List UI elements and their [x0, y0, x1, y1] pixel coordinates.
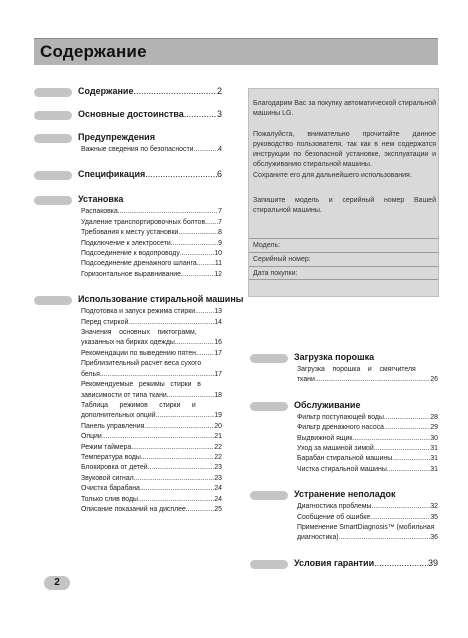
toc-entry-text: Чистка стиральной машины: [297, 465, 387, 473]
toc-entry[interactable]: [81, 349, 222, 359]
toc-section-title[interactable]: [294, 352, 438, 363]
toc-entry-text: Горизонтальное выравнивание: [81, 270, 181, 278]
section-marker-icon: [250, 354, 288, 363]
toc-entry[interactable]: [297, 454, 438, 464]
toc-entry-text: Диагностика проблемы: [297, 503, 372, 511]
toc-entry-page: 30: [430, 434, 438, 442]
toc-section-title[interactable]: [78, 294, 244, 305]
toc-entry-text: Барабан стиральной машины: [297, 455, 393, 463]
section-title-text: Обслуживание: [294, 399, 361, 410]
toc-entry-page: 17: [214, 370, 222, 378]
toc-section-title[interactable]: [294, 558, 438, 569]
toc-entry[interactable]: [297, 413, 438, 423]
leader-dots: [205, 218, 218, 228]
notice-intro: [253, 99, 436, 181]
toc-section-title[interactable]: [78, 132, 222, 143]
notice-box: [248, 88, 439, 297]
toc-entry-text: зависимости от типа ткани: [81, 391, 167, 399]
page-number: 2: [44, 576, 70, 590]
leader-dots: [131, 443, 214, 453]
leader-dots: [184, 109, 217, 120]
toc-right-column: [250, 352, 438, 569]
leader-dots: [371, 502, 430, 512]
toc-left-column: [34, 86, 244, 515]
leader-dots: [193, 145, 218, 155]
leader-dots: [370, 513, 430, 523]
leader-dots: [100, 370, 215, 380]
section-title-text: Установка: [78, 194, 124, 205]
section-title-text: Загрузка порошка: [294, 352, 375, 362]
toc-entry[interactable]: [81, 145, 222, 155]
toc-entry[interactable]: [81, 318, 222, 328]
toc-entry-page: 36: [430, 534, 438, 542]
leader-dots: [175, 338, 214, 348]
toc-entry[interactable]: [297, 434, 438, 444]
leader-dots: [148, 463, 215, 473]
leader-dots: [339, 533, 431, 543]
serial-field: Серийный номер:: [249, 252, 438, 266]
toc-section: [250, 400, 438, 475]
leader-dots: [352, 434, 430, 444]
toc-entry-page: 35: [430, 513, 438, 521]
toc-entry-text: указанных на бирках одежды: [81, 339, 175, 347]
notice-fields: [249, 238, 438, 280]
toc-entry-text: Только слив воды: [81, 495, 138, 503]
leader-dots: [181, 270, 214, 280]
leader-dots: [384, 413, 430, 423]
section-title-text: Предупреждения: [78, 132, 155, 142]
toc-entry-page: 9: [218, 239, 222, 247]
toc-section: [34, 294, 244, 515]
leader-dots: [138, 495, 214, 505]
toc-entry-text: Важные сведения по безопасности: [81, 146, 194, 153]
toc-entry-text: Режим таймера: [81, 443, 132, 451]
section-title-text: Условия гарантии: [294, 557, 375, 568]
toc-entry[interactable]: [297, 465, 438, 475]
toc-section: [34, 86, 222, 97]
leader-dots: [133, 86, 217, 97]
toc-entry-page: 28: [430, 413, 438, 421]
leader-dots: [140, 484, 214, 494]
toc-entry-text: Фильтр поступающей воды: [297, 413, 384, 421]
leader-dots: [118, 207, 218, 217]
toc-entry-page: 8: [218, 229, 222, 237]
toc-entry[interactable]: [81, 484, 222, 494]
toc-entry-page: 16: [214, 339, 222, 347]
toc-entry[interactable]: [81, 391, 222, 401]
toc-entry[interactable]: [81, 474, 222, 484]
toc-entry[interactable]: [81, 307, 222, 317]
toc-entry[interactable]: [297, 502, 438, 512]
purchase-date-field: Дата покупки:: [249, 266, 438, 280]
toc-entry-text: Описание показаний на дисплее: [81, 505, 186, 513]
toc-entry[interactable]: [81, 463, 222, 473]
toc-entry-text: Распаковка: [81, 208, 118, 216]
leader-dots: [197, 259, 215, 269]
toc-entry[interactable]: [81, 443, 222, 453]
section-marker-icon: [250, 491, 288, 500]
toc-entry-page: 23: [214, 464, 222, 472]
section-marker-icon: [34, 296, 72, 305]
toc-section-title[interactable]: [78, 169, 222, 180]
leader-dots: [145, 169, 217, 180]
toc-entry-text: белья: [81, 370, 100, 378]
toc-entry-page: 7: [218, 218, 222, 226]
leader-dots: [167, 391, 215, 401]
toc-entry-text: ткани: [297, 376, 315, 384]
leader-dots: [374, 558, 428, 569]
leader-dots: [195, 307, 214, 317]
toc-entry-text: Рекомендуемые режимы стирки в: [81, 381, 201, 389]
toc-entry-text: дополнительных опций: [81, 412, 156, 420]
section-title-text: Использование стиральной машины: [78, 294, 244, 305]
toc-entry-page: 12: [214, 270, 222, 278]
toc-entry-page: 26: [430, 376, 438, 384]
toc-entry-text: Приблизительный расчет веса сухого: [81, 360, 202, 368]
section-marker-icon: [250, 402, 288, 411]
toc-section: [250, 558, 438, 569]
toc-section: [34, 132, 222, 155]
leader-dots: [156, 411, 215, 421]
header-bar: [34, 38, 438, 65]
toc-entry-text: Загрузка порошка и смягчителя: [297, 366, 416, 373]
leader-dots: [392, 454, 430, 464]
toc-entry-text: Очистка барабана: [81, 485, 140, 493]
toc-entry[interactable]: [297, 375, 438, 385]
toc-entry-text: Панель управления: [81, 422, 145, 430]
toc-section: [250, 489, 438, 544]
section-marker-icon: [34, 88, 72, 97]
toc-entry-page: 29: [430, 424, 438, 432]
toc-entry-text: Удаление транспортировочных болтов: [81, 218, 206, 226]
section-title-text: Содержание: [78, 86, 134, 96]
toc-entry[interactable]: [297, 423, 438, 433]
toc-entry-text: Сообщение об ошибке: [297, 513, 371, 521]
toc-entry[interactable]: [297, 513, 438, 523]
toc-entry-page: 19: [214, 412, 222, 420]
leader-dots: [186, 505, 215, 515]
toc-entry[interactable]: [81, 270, 222, 280]
toc-entry[interactable]: [81, 338, 222, 348]
leader-dots: [134, 474, 215, 484]
toc-entry-page: 32: [430, 503, 438, 511]
leader-dots: [374, 444, 431, 454]
toc-section-title[interactable]: [78, 194, 222, 205]
toc-entry[interactable]: [81, 411, 222, 421]
toc-entry[interactable]: [81, 249, 222, 259]
notice-record-serial: Запишите модель и серийный номер Вашей стиральной машины.: [253, 197, 436, 215]
leader-dots: [196, 349, 214, 359]
toc-entry[interactable]: [81, 401, 222, 411]
toc-entry[interactable]: [81, 259, 222, 269]
leader-dots: [128, 318, 214, 328]
toc-entry-page: 24: [214, 495, 222, 503]
leader-dots: [387, 465, 431, 475]
toc-entry-page: 11: [214, 260, 222, 268]
section-page-number: 6: [216, 169, 222, 180]
toc-entry-page: 31: [430, 465, 438, 473]
toc-entry[interactable]: [81, 380, 222, 390]
toc-entry-text: Блокировка от детей: [81, 464, 148, 472]
toc-entry[interactable]: [81, 453, 222, 463]
toc-entry-text: Перед стиркой: [81, 318, 129, 326]
page-title: Содержание: [40, 42, 147, 61]
toc-entry[interactable]: [297, 523, 438, 533]
toc-section-title[interactable]: [294, 400, 438, 411]
section-page-number: 3: [216, 109, 222, 119]
toc-entry[interactable]: [81, 328, 222, 338]
toc-section-title[interactable]: [78, 109, 222, 120]
toc-entry[interactable]: [81, 239, 222, 249]
toc-entry-text: Подсоединение к водопроводу: [81, 250, 180, 258]
leader-dots: [171, 239, 218, 249]
section-marker-icon: [34, 134, 72, 143]
toc-entry-page: 14: [214, 318, 222, 326]
leader-dots: [180, 249, 215, 259]
section-marker-icon: [34, 196, 72, 205]
toc-entry-text: Применение SmartDiagnosis™ (мобильная: [297, 524, 435, 532]
toc-entry-page: 22: [214, 443, 222, 451]
toc-entry-text: Рекомендации по выведению пятен: [81, 349, 196, 357]
toc-entry[interactable]: [81, 359, 222, 369]
toc-section: [250, 352, 438, 386]
section-marker-icon: [34, 111, 72, 120]
toc-entry-text: Фильтр дренажного насоса: [297, 424, 385, 432]
leader-dots: [384, 423, 430, 433]
toc-entry-text: Опции: [81, 433, 102, 441]
toc-entry[interactable]: [297, 533, 438, 543]
toc-entry-page: 31: [430, 455, 438, 463]
toc-section: [34, 169, 222, 180]
toc-section: [34, 109, 222, 120]
notice-thanks: Благодарим Вас за покупку автоматической стиральной машины LG.: [253, 100, 436, 118]
model-field: Модель:: [249, 238, 438, 252]
toc-entry-page: 4: [218, 146, 222, 153]
leader-dots: [141, 453, 214, 463]
toc-entry[interactable]: [81, 422, 222, 432]
section-marker-icon: [250, 560, 288, 569]
notice-keep-manual: Сохраните его для дальнейшего использования.: [253, 171, 412, 179]
section-page-number: 2: [216, 86, 222, 96]
toc-entry-page: 20: [214, 422, 222, 430]
toc-entry[interactable]: [81, 370, 222, 380]
toc-entry-page: 18: [214, 391, 222, 399]
toc-section: [34, 194, 222, 280]
section-marker-icon: [34, 171, 72, 180]
notice-read-manual: Пожалуйста, внимательно прочитайте данное руководство пользователя, так как в нем содержатся инструкции по безопасной установке, эксплуатации и обслуживанию стиральной машины.: [253, 130, 436, 169]
toc-entry-text: Выдвижной ящик: [297, 434, 353, 442]
toc-section-title[interactable]: [78, 86, 222, 97]
toc-entry[interactable]: [81, 505, 222, 515]
toc-entry-page: 31: [430, 445, 438, 453]
section-title-text: Устранение неполадок: [294, 489, 396, 500]
leader-dots: [315, 375, 431, 385]
toc-entry[interactable]: [81, 228, 222, 238]
toc-entry-page: 23: [214, 474, 222, 482]
toc-entry-text: Температура воды: [81, 453, 141, 461]
toc-entry-text: Требования к месту установки: [81, 229, 179, 237]
toc-entry[interactable]: [297, 444, 438, 454]
toc-entry-text: Звуковой сигнал: [81, 474, 134, 482]
toc-entry-text: Таблица режимов стирки и: [81, 401, 196, 409]
toc-entry-page: 7: [218, 208, 222, 216]
leader-dots: [144, 422, 214, 432]
section-page-number: 39: [427, 557, 438, 568]
toc-entry-page: 25: [214, 505, 222, 513]
leader-dots: [178, 228, 218, 238]
section-title-text: Основные достоинства: [78, 109, 184, 119]
toc-entry[interactable]: [81, 495, 222, 505]
leader-dots: [102, 432, 215, 442]
toc-entry-text: Уход за машиной зимой: [297, 445, 374, 453]
toc-entry-text: Значения основных пиктограмм,: [81, 329, 197, 337]
toc-entry-text: Подключение к электросети: [81, 239, 171, 247]
toc-entry-text: Подсоединение дренажного шланга: [81, 260, 197, 268]
toc-entry-text: Подготовка и запуск режима стирки: [81, 308, 196, 316]
toc-entry[interactable]: [81, 218, 222, 228]
toc-entry-page: 10: [214, 250, 222, 258]
toc-entry-text: диагностика): [297, 534, 339, 542]
toc-entry[interactable]: [297, 365, 438, 375]
toc-entry[interactable]: [81, 207, 222, 217]
section-title-text: Спецификация: [78, 169, 146, 180]
toc-section-title[interactable]: [294, 489, 438, 500]
toc-entry-page: 24: [214, 485, 222, 493]
toc-entry-page: 17: [214, 349, 222, 357]
toc-entry-page: 21: [214, 433, 222, 441]
toc-entry[interactable]: [81, 432, 222, 442]
toc-entry-page: 22: [214, 453, 222, 461]
toc-entry-page: 13: [214, 308, 222, 316]
